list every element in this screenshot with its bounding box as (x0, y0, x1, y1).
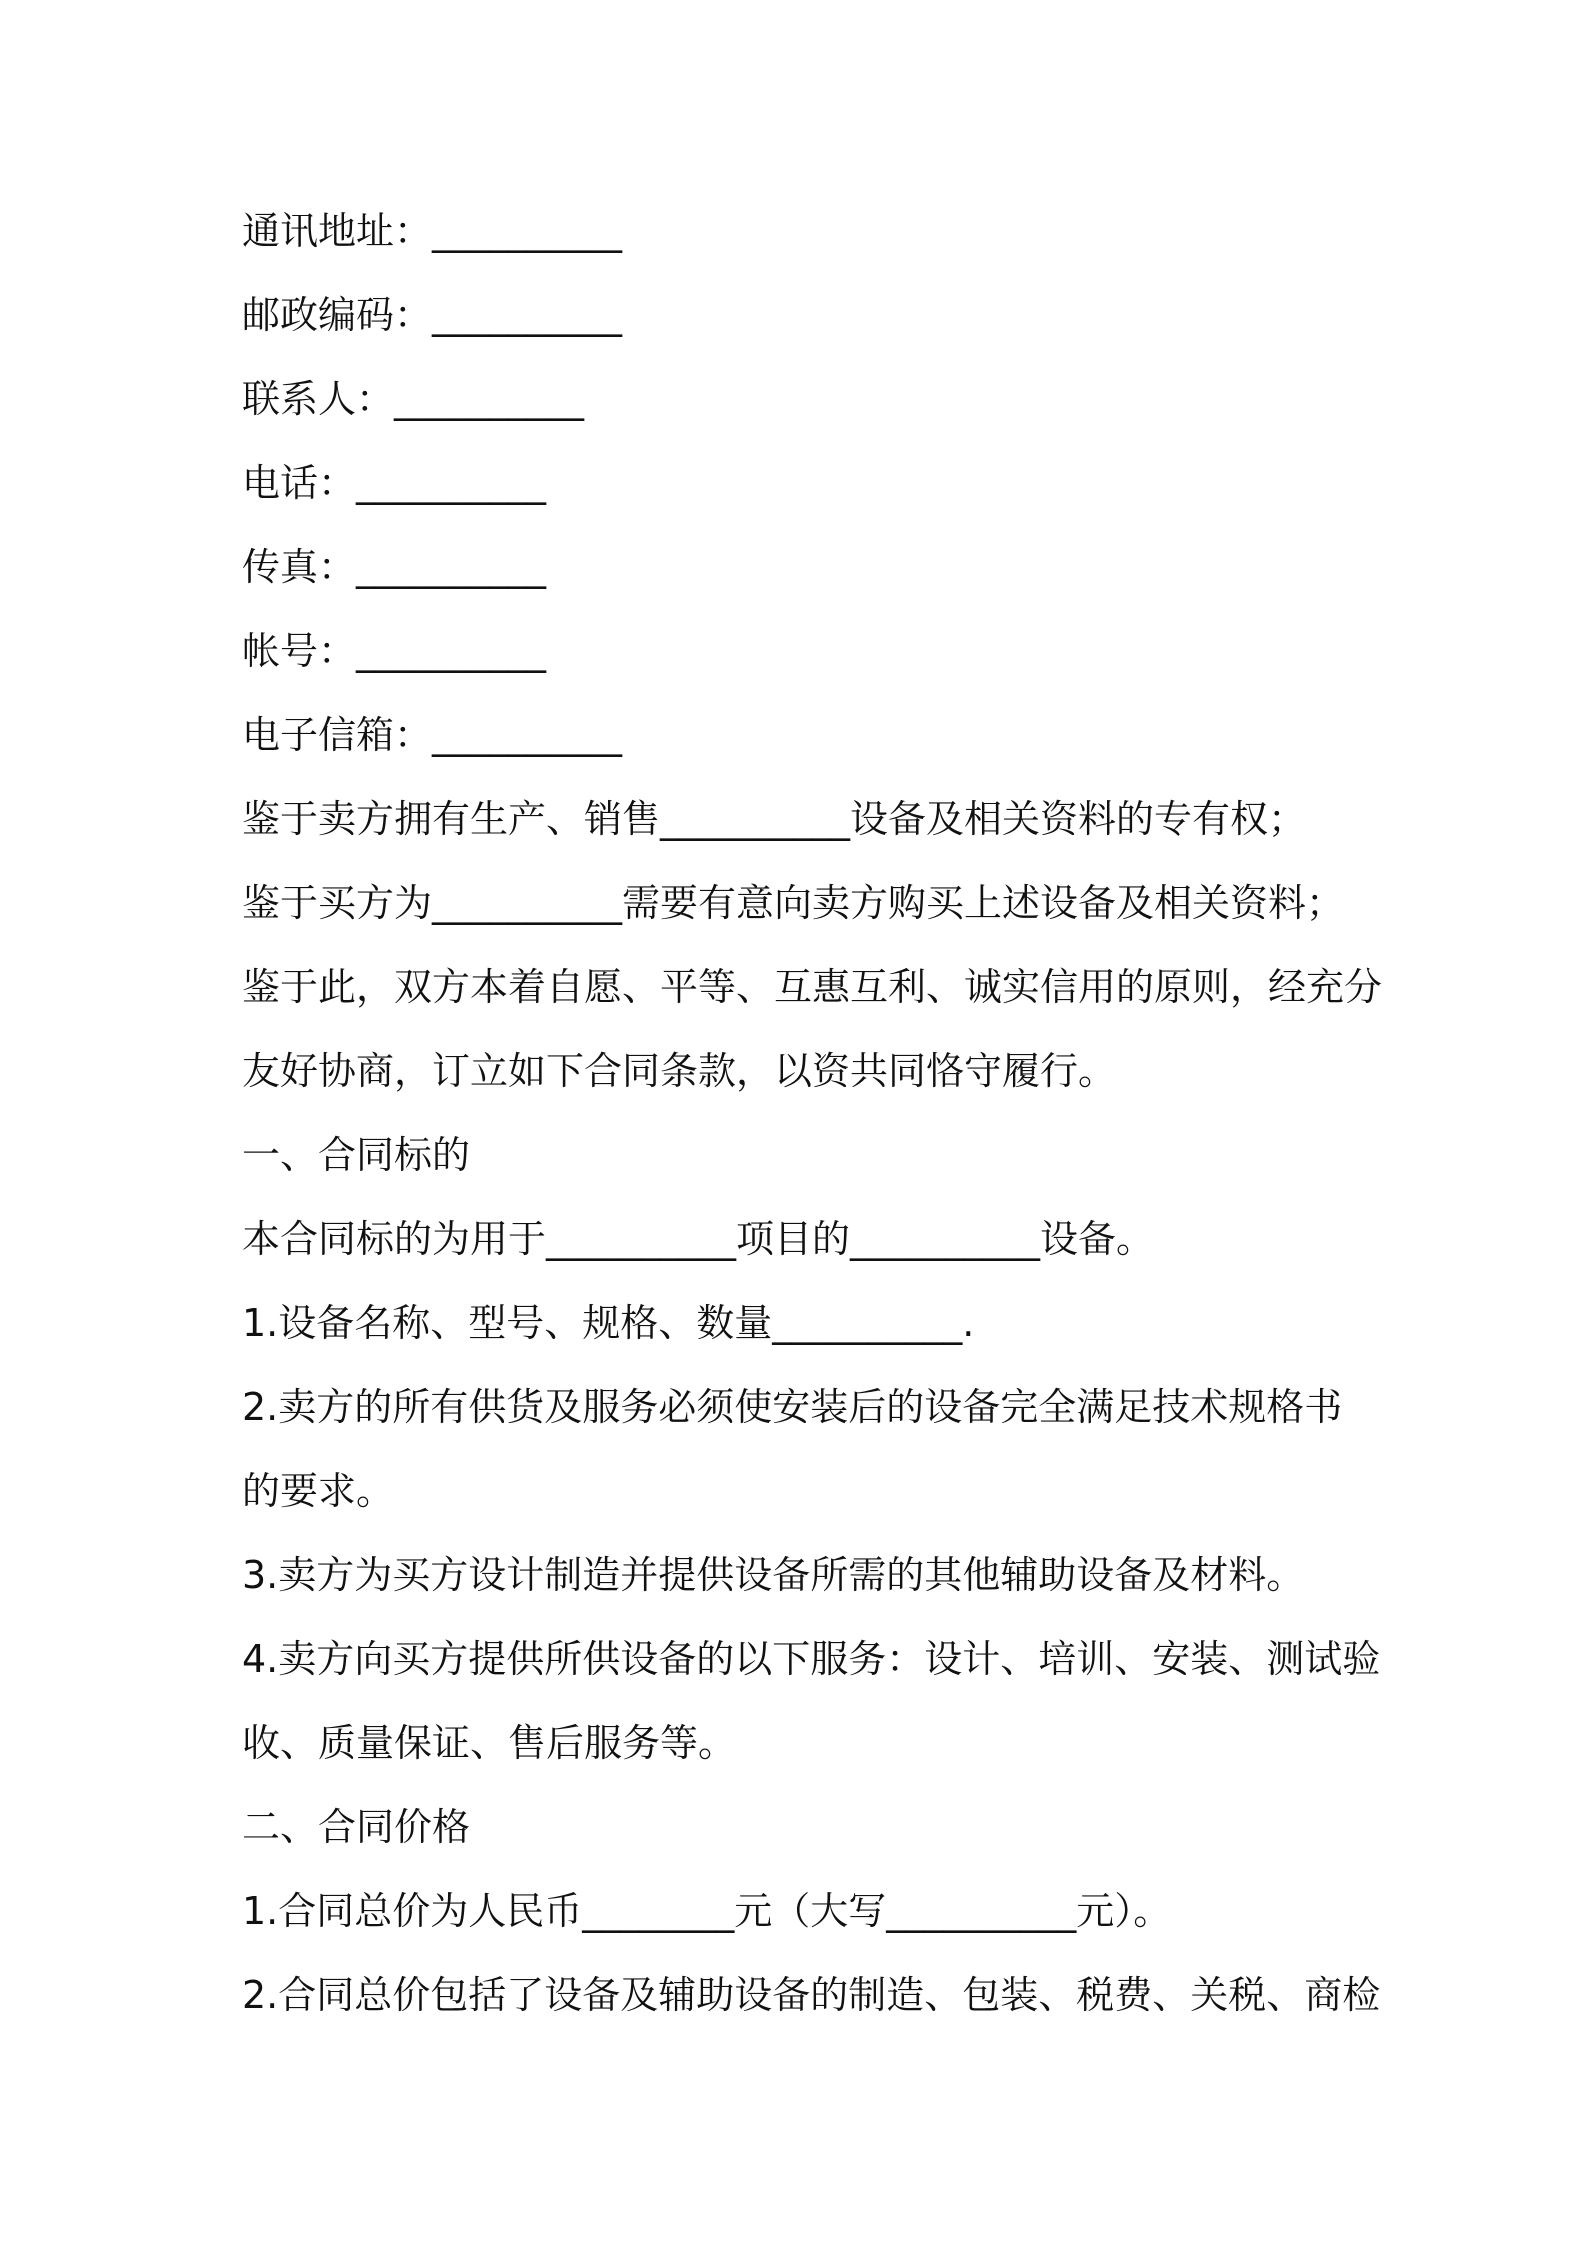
clause-1-1: 1.设备名称、型号、规格、数量__________. (242, 1301, 975, 1345)
clause-2-1: 1.合同总价为人民币________元（大写__________元）。 (242, 1889, 1172, 1933)
contact-person-line: 联系人：__________ (242, 377, 585, 421)
recital-buyer-line: 鉴于买方为__________需要有意向卖方购买上述设备及相关资料； (242, 881, 1345, 925)
subject-description: 本合同标的为用于__________项目的__________设备。 (242, 1217, 1155, 1261)
fax-line: 传真：__________ (242, 545, 547, 589)
clause-1-3: 3.卖方为买方设计制造并提供设备所需的其他辅助设备及材料。 (242, 1553, 1305, 1597)
document-body (242, 196, 1383, 2044)
recital-seller-line: 鉴于卖方拥有生产、销售__________设备及相关资料的专有权； (242, 797, 1307, 841)
postal-code-line: 邮政编码：__________ (242, 293, 623, 337)
phone-line: 电话：__________ (242, 461, 547, 505)
clause-1-2: 2.卖方的所有供货及服务必须使安装后的设备完全满足技术规格书 (242, 1385, 1343, 1429)
clause-2-2: 2.合同总价包括了设备及辅助设备的制造、包装、税费、关税、商检 (242, 1973, 1381, 2017)
clause-1-2-continued: 的要求。 (242, 1469, 395, 1513)
section-heading-price: 二、合同价格 (242, 1805, 471, 1849)
contact-address-line: 通讯地址：__________ (242, 209, 623, 253)
recital-agreement-line: 鉴于此，双方本着自愿、平等、互惠互利、诚实信用的原则，经充分 (242, 965, 1383, 1009)
recital-agreement-continued: 友好协商，订立如下合同条款，以资共同恪守履行。 (242, 1049, 1117, 1093)
email-line: 电子信箱：__________ (242, 713, 623, 757)
section-heading-subject: 一、合同标的 (242, 1133, 471, 1177)
clause-1-4: 4.卖方向买方提供所供设备的以下服务：设计、培训、安装、测试验 (242, 1637, 1381, 1681)
account-line: 帐号：__________ (242, 629, 547, 673)
clause-1-4-continued: 收、质量保证、售后服务等。 (242, 1721, 737, 1765)
